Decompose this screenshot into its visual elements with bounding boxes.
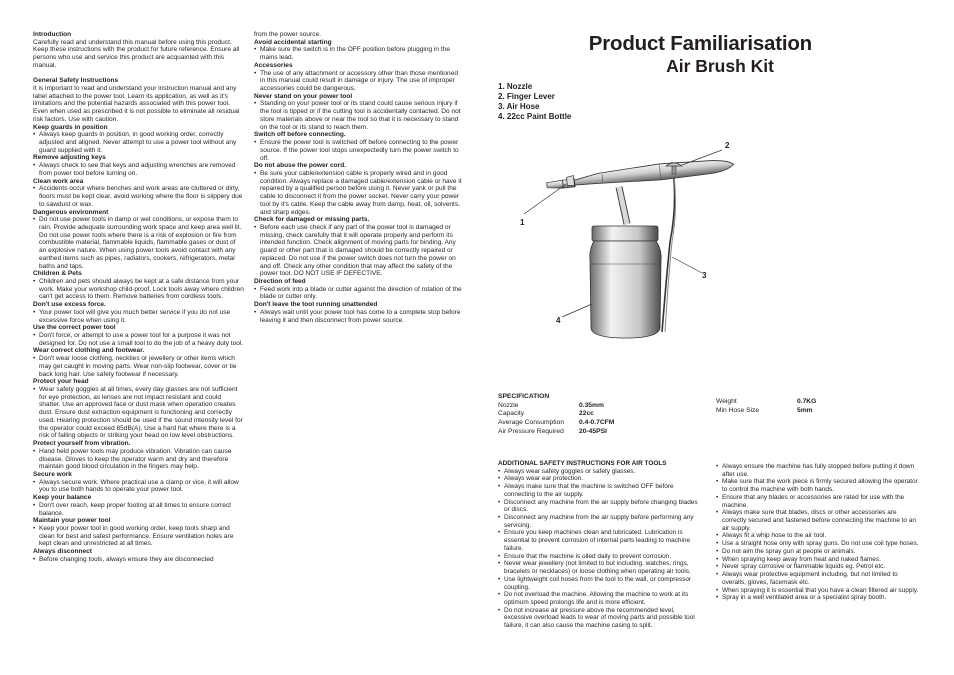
- bullet-item: • Always make sure that the machine is switched OFF before connecting to the air supply.: [498, 483, 704, 498]
- figure-label-4: 4: [556, 316, 561, 325]
- bullet-item: • Do not increase air pressure above the recommended level, excessive overload leads to wear of moving parts and possible tool failure, it can also cause the machine casing to split.: [498, 607, 704, 630]
- section-heading: Accessories: [254, 61, 293, 69]
- bullet-item: • Your power tool will give you much better service if you do not use excessive force when using it.: [33, 309, 244, 324]
- bullet-item: • Never spray corrosive or flammable liquids eg. Petrol etc.: [716, 563, 922, 571]
- section-heading: Secure work: [33, 470, 72, 478]
- section-heading: Protect yourself from vibration.: [33, 440, 131, 448]
- bullet-item: • Do not use power tools in damp or wet conditions, or expose them to rain. Provide adequate surrounding work space and keep area well lit. Do not use power tools where there is a risk of explosion or fire from combustible material, flammable liquids, flammable gases or dust of an explosive nature. When using power tools avoid contact with any earthed items such as pipes, radiators, cookers, refrigerators, metal baths and taps.: [33, 216, 244, 270]
- nozzle: [566, 176, 574, 187]
- spec-label: Nozzle: [498, 401, 519, 409]
- specification-table: [498, 393, 614, 437]
- bullet-item: • Keep your power tool in good working order, keep tools sharp and clean for best and safest performance. Ensure ventilation holes are kept clean and unrestricted at all times.: [33, 525, 244, 548]
- bullet-item: • Disconnect any machine from the air supply before performing any servicing.: [498, 514, 704, 529]
- bullet-item: • Spray in a well ventilated area or a specialist spray booth.: [716, 594, 922, 602]
- bullet-item: • Always make sure that blades, discs or other accessories are correctly secured and fastened before connecting the machine to an air supply.: [716, 509, 922, 532]
- specification-heading: SPECIFICATION: [498, 393, 550, 400]
- bullet-item: • Ensure that the machine is oiled daily to prevent corrosion.: [498, 553, 704, 561]
- bullet-item: • Ensure you keep machines clean and lubricated. Lubrication is essential to prevent corrosion of internal parts leading to machine failure.: [498, 529, 704, 552]
- spec-value: 0.35mm: [579, 401, 604, 409]
- paint-bottle: [590, 241, 661, 338]
- bullet-item: • Make sure the switch is in the OFF position before plugging in the mains lead.: [254, 46, 462, 61]
- spec-label: Capacity: [498, 410, 525, 418]
- bullet-item: • Don't wear loose clothing, neckties or jewellery or other items which may get caught in moving parts. Wear non-slip footwear, cover or tie back long hair. Use safety footwear if necessary.: [33, 355, 244, 378]
- section-heading: Do not abuse the power cord.: [254, 162, 347, 170]
- figure-label-1: 1: [520, 218, 525, 227]
- bullet-item: • Use a straight hose only with spray guns. Do not use coil type hoses.: [716, 540, 922, 548]
- specification-table-2: [716, 398, 816, 415]
- air-tool-safety-column-2: [716, 463, 922, 602]
- spec-value: 0.7KG: [797, 398, 817, 405]
- section-heading: Remove adjusting keys: [33, 154, 106, 162]
- bullet-item: • Always check to see that keys and adjusting wrenches are removed from power tool before turning on.: [33, 162, 244, 177]
- bullet-item: • Never wear jewellery (not limited to but including. watches, rings, bracelets or necklaces) or loose clothing when operating air tools.: [498, 560, 704, 575]
- spec-value: 20-45PSI: [579, 427, 607, 435]
- bullet-item: • Accidents occur where benches and work areas are cluttered or dirty, floors must be kept clear, avoid working where the floor is slippery due to sawdust or wax.: [33, 185, 244, 208]
- bullet-item: • Be sure your cable/extension cable is properly wired and in good condition. Always replace a damaged cable/extension cable or have it repaired by a qualified person before using it. Never yank or pull the cable to disconnect it from the power socket. Never carry your power tool by it's cable. Keep the cable away from damp, heat, oil, solvents, and sharp edges.: [254, 170, 462, 216]
- section-heading: Don't use excess force.: [33, 301, 106, 309]
- bullet-item: • Use lightweight coil hoses from the tool to the wall, or compressor coupling.: [498, 576, 704, 591]
- paragraph: from the power source.: [254, 31, 321, 38]
- bullet-item: • When spraying it is essential that you have a clean filtered air supply.: [716, 587, 922, 595]
- section-heading: Wear correct clothing and footwear.: [33, 347, 145, 355]
- bullet-item: • Always wear protective equipment including, but not limited to overalls, gloves, facemask etc.: [716, 571, 922, 586]
- spec-label: Air Pressure Required: [498, 427, 564, 435]
- page-title: Product Familiarisation: [588, 32, 812, 55]
- bullet-item: • Hand held power tools may produce vibration. Vibration can cause disease. Gloves to keep the operator warm and dry and therefore maintain good blood circulation in the fingers may help.: [33, 448, 244, 471]
- bullet-item: • Feed work into a blade or cutter against the direction of rotation of the blade or cutter only.: [254, 286, 462, 301]
- section-heading: Never stand on your power tool: [254, 92, 353, 100]
- part-item-paint-bottle: 4. 22cc Paint Bottle: [498, 112, 572, 121]
- section-heading: Use the correct power tool: [33, 324, 116, 332]
- section-heading: Introduction: [33, 31, 72, 38]
- bullet-item: • Disconnect any machine from the air supply before changing blades or discs.: [498, 499, 704, 514]
- section-heading: Protect your head: [33, 378, 89, 386]
- part-item-finger-lever: 2. Finger Lever: [498, 92, 555, 101]
- spec-label: Average Consumption: [498, 419, 565, 427]
- bullet-item: • Always wear ear protection.: [498, 475, 704, 483]
- section-heading: Switch off before connecting.: [254, 131, 346, 139]
- bullet-item: • Always fit a whip hose to the air tool.: [716, 532, 922, 540]
- section-heading: Maintain your power tool: [33, 517, 111, 525]
- bullet-item: • Don't over reach, keep proper footing at all times to ensure correct balance.: [33, 502, 244, 517]
- bullet-item: • Children and pets should always be kept at a safe distance from your work. Make your workshop child-proof. Lock tools away where children can't get access to them. Remove batteries from cordless tools.: [33, 278, 244, 301]
- spec-value: 22cc: [579, 410, 594, 418]
- bullet-item: • Always secure work. Where practical use a clamp or vice, it will allow you to use both hands to operate your power tool.: [33, 479, 244, 494]
- bullet-item: • Always wait until your power tool has come to a complete stop before leaving it and then disconnect from power source.: [254, 309, 462, 324]
- section-heading: Always disconnect: [33, 548, 92, 556]
- section-heading: Avoid accidental starting: [254, 38, 332, 46]
- bullet-item: • Ensure the power tool is switched off before connecting to the power source. If the power tool stops unexpectedly turn the power switch to off.: [254, 139, 462, 162]
- paint-bottle-lid: [592, 226, 658, 241]
- page-subtitle: Air Brush Kit: [666, 56, 774, 76]
- figure-label-3: 3: [702, 271, 707, 280]
- section-heading: Keep guards in position: [33, 123, 108, 131]
- bullet-item: • When spraying keep away from heat and naked flames.: [716, 556, 922, 564]
- section-heading: Direction of feed: [254, 278, 306, 285]
- bullet-item: • Do not overload the machine. Allowing the machine to work at its optimum speed prolongs life and is more efficient.: [498, 591, 704, 606]
- airbrush-body: [546, 156, 735, 192]
- bullet-item: • Wear safety goggles at all times, every day glasses are not sufficient for eye protection, as lenses are not impact resistant and could shatter. Use an approved face or dust mask when operation creates dust. Ensure dust extraction equipment is functioning and correctly used. Hearing protection should be used if the sound intensity level for the operator could exceed 85dB(A). Use a hard hat where there is a risk of falling objects or striking your head on low level obstructions.: [33, 386, 244, 440]
- bullet-item: • Always wear safety goggles or safety glasses.: [498, 468, 704, 476]
- spec-label: Min Hose Size: [716, 406, 760, 414]
- spec-value: 0.4-0.7CFM: [579, 419, 615, 427]
- section-heading: Check for damaged or missing parts.: [254, 216, 370, 224]
- spacer: [33, 70, 244, 78]
- bullet-item: • Ensure that any blades or accessories are rated for use with the machine.: [716, 494, 922, 509]
- bullet-item: • Do not aim the spray gun at people or animals.: [716, 548, 922, 556]
- bullet-item: • Always keep guards in position, in good working order, correctly adjusted and aligned. Never attempt to use a power tool without any guard supplied with it.: [33, 131, 244, 154]
- parts-list: [498, 82, 571, 122]
- section-heading: Don't leave the tool running unattended: [254, 301, 378, 309]
- figure-label-2: 2: [725, 141, 730, 150]
- bullet-item: • Standing on your power tool or its stand could cause serious injury if the tool is tipped or if the cutting tool is accidentally contacted. Do not store materials above or near the tool so that it is necessary to stand on the tool or its stand to reach them.: [254, 100, 462, 131]
- bullet-item: • The use of any attachment or accessory other than those mentioned in this manual could result in damage or injury. The use of improper accessories could be dangerous.: [254, 70, 462, 93]
- general-safety-column: [33, 31, 244, 564]
- airbrush-illustration: [510, 132, 740, 347]
- safety-continued-column: [254, 31, 462, 324]
- part-item-air-hose: 3. Air Hose: [498, 102, 540, 111]
- bullet-item: • Always ensure the machine has fully stopped before putting it down after use.: [716, 463, 922, 478]
- section-heading: Dangerous environment: [33, 208, 109, 216]
- paragraph: It is important to read and understand your instruction manual and any label attached to the power tool. Learn its application, as well as it's limitations and the potential hazards associated with this power tool. Even when used as prescribed it is not possible to eliminate all residual risk factors. Use with caution.: [33, 85, 240, 123]
- bullet-item: • Before changing tools, always ensure they are disconnected: [33, 556, 244, 564]
- bullet-item: • Make sure that the work piece is firmly secured allowing the operator to control the machine with both hands.: [716, 478, 922, 493]
- paragraph: Carefully read and understand this manual before using this product. Keep these instructions with the product for future reference. Ensure all persons who use and service this product are acquainted with this manual.: [33, 38, 240, 69]
- air-hose: [662, 162, 675, 332]
- section-heading: Clean work area: [33, 177, 84, 185]
- spec-label: Weight: [716, 398, 737, 405]
- air-tool-safety-heading: ADDITIONAL SAFETY INSTRUCTIONS FOR AIR TOOLS: [498, 460, 667, 467]
- air-tool-safety-column-1: [498, 460, 704, 630]
- bullet-item: • Don't force, or attempt to use a power tool for a purpose it was not designed for. Do not use a small tool to do the job of a heavy duty tool.: [33, 332, 244, 347]
- section-heading: General Safety Instructions: [33, 77, 119, 85]
- spec-value: 5mm: [797, 406, 813, 414]
- bullet-item: • Before each use check if any part of the power tool is damaged or missing, check carefully that it will operate properly and perform its intended function. Check alignment of moving parts for binding. Any guard or other part that is damaged should be correctly repaired or replaced. Do not use if the power switch does not turn the power on and off. Check any other condition that may affect the safety of the power tool. DO NOT USE IF DEFECTIVE.: [254, 224, 462, 278]
- part-item-nozzle: 1. Nozzle: [498, 82, 533, 91]
- section-heading: Children & Pets: [33, 270, 82, 278]
- section-heading: Keep your balance: [33, 494, 92, 502]
